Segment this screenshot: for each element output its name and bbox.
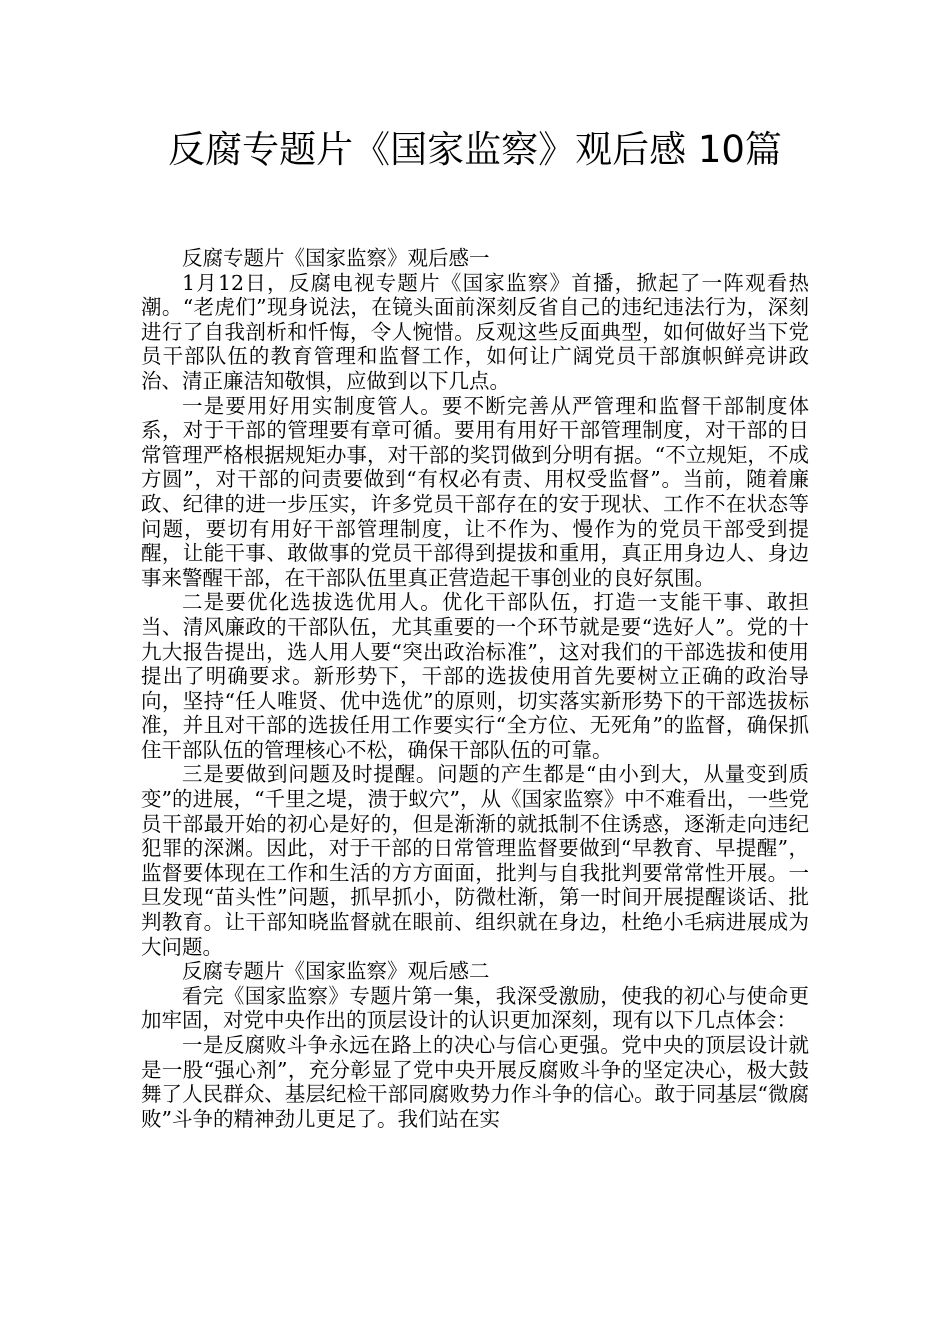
paragraph: 三是要做到问题及时提醒。问题的产生都是“由小到大，从量变到质变”的进展，“千里之堤，溃于蚁穴”，从《国家监察》中不难看出，一些党员干部最开始的初心是好的，但是渐渐的就抵制不住诱惑，逐渐走向违纪犯罪的深渊。因此，对于干部的日常管理监督要做到“早教育、早提醒”，监督要体现在工作和生活的方方面面，批判与自我批判要常常性开展。一旦发现“苗头性”问题，抓早抓小，防微杜渐，第一时间开展提醒谈话、批判教育。让干部知晓监督就在眼前、组织就在身边，杜绝小毛病进展成为大问题。 xyxy=(141,762,809,959)
paragraph: 看完《国家监察》专题片第一集，我深受激励，使我的初心与使命更加牢固，对党中央作出的顶层设计的认识更加深刻，现有以下几点体会： xyxy=(141,983,809,1033)
document-title: 反腐专题片《国家监察》观后感 10篇 xyxy=(168,128,782,171)
section-heading-1: 反腐专题片《国家监察》观后感一 xyxy=(182,246,490,270)
paragraph: 1月12日，反腐电视专题片《国家监察》首播，掀起了一阵观看热潮。“老虎们”现身说法，在镜头面前深刻反省自己的违纪违法行为，深刻进行了自我剖析和忏悔，令人惋惜。反观这些反面典型，如何做好当下党员干部队伍的教育管理和监督工作，如何让广阔党员干部旗帜鲜亮讲政治、清正廉洁知敬惧，应做到以下几点。 xyxy=(141,270,809,393)
document-body xyxy=(141,246,809,1131)
paragraph: 二是要优化选拔选优用人。优化干部队伍，打造一支能干事、敢担当、清风廉政的干部队伍，尤其重要的一个环节就是要“选好人”。党的十九大报告提出，选人用人要“突出政治标准”，这对我们的干部选拔和使用提出了明确要求。新形势下，干部的选拔使用首先要树立正确的政治导向，坚持“任人唯贤、优中选优”的原则，切实落实新形势下的干部选拔标准，并且对干部的选拔任用工作要实行“全方位、无死角”的监督，确保抓住干部队伍的管理核心不松，确保干部队伍的可靠。 xyxy=(141,590,809,762)
paragraph: 一是要用好用实制度管人。要不断完善从严管理和监督干部制度体系，对于干部的管理要有章可循。要用有用好干部管理制度，对干部的日常管理严格根据规矩办事，对干部的奖罚做到分明有据。“不立规矩，不成方圆”，对干部的问责要做到“有权必有责、用权受监督”。当前，随着廉政、纪律的进一步压实，许多党员干部存在的安于现状、工作不在状态等问题，要切有用好干部管理制度，让不作为、慢作为的党员干部受到提醒，让能干事、敢做事的党员干部得到提拔和重用，真正用身边人、身边事来警醒干部，在干部队伍里真正营造起干事创业的良好氛围。 xyxy=(141,393,809,590)
paragraph: 一是反腐败斗争永远在路上的决心与信心更强。党中央的顶层设计就是一股“强心剂”，充分彰显了党中央开展反腐败斗争的坚定决心，极大鼓舞了人民群众、基层纪检干部同腐败势力作斗争的信心。敢于同基层“微腐败”斗争的精神劲儿更足了。我们站在实 xyxy=(141,1033,809,1131)
section-heading-2: 反腐专题片《国家监察》观后感二 xyxy=(182,959,490,984)
